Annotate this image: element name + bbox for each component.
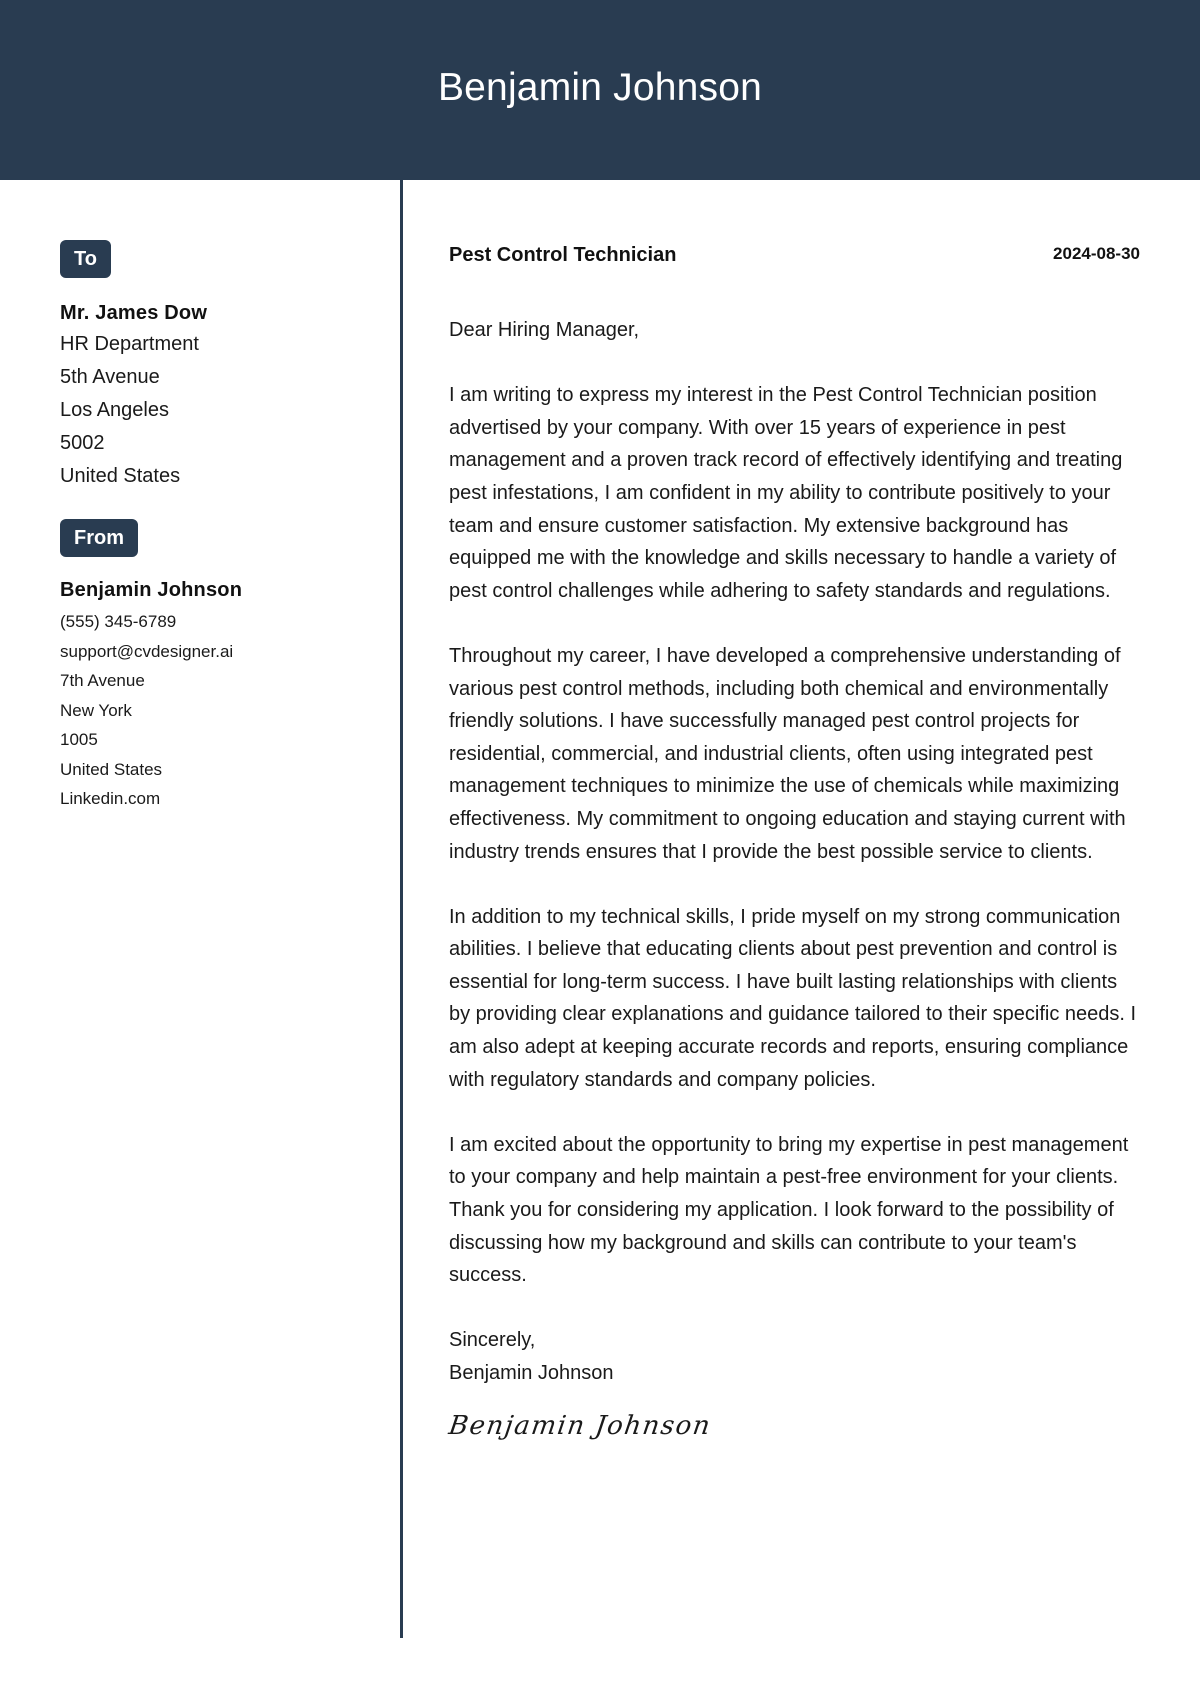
handwritten-signature: Benjamin Johnson — [446, 1410, 714, 1441]
recipient-department: HR Department — [60, 333, 199, 355]
recipient-name: Mr. James Dow — [60, 302, 208, 324]
letter-date: 2024-08-30 — [1053, 244, 1140, 263]
sender-street: 7th Avenue — [60, 671, 145, 690]
recipient-street: 5th Avenue — [60, 366, 160, 388]
header-name: Benjamin Johnson — [437, 66, 763, 109]
sender-email: support@cvdesigner.ai — [60, 641, 234, 661]
sender-phone: (555) 345-6789 — [60, 612, 177, 631]
letter-body — [446, 240, 1140, 1444]
from-badge-wrap — [60, 519, 380, 557]
title-row — [449, 240, 1140, 274]
recipient-country: United States — [60, 465, 181, 487]
paragraph: I am writing to express my interest in the Pest Control Technician position advertised by your company. With over 15 years of experience in pest management and a proven track record of effectively identifying and treating pest infestations, I am confident in my ability to contribute positively to your team and ensure customer satisfaction. My extensive background has equipped me with the knowledge and skills necessary to handle a variety of pest control challenges while adhering to safety standards and regulations. — [449, 384, 1123, 602]
closing-name: Benjamin Johnson — [449, 1362, 614, 1384]
from-badge: From — [60, 519, 138, 557]
sender-country: United States — [60, 759, 163, 779]
to-badge-wrap — [60, 240, 380, 278]
to-badge: To — [60, 240, 111, 278]
sender-name: Benjamin Johnson — [60, 579, 243, 601]
paragraph: In addition to my technical skills, I pride myself on my strong communication abilities. I believe that educating clients about pest prevention and control is essential for long-term success. I have built lasting relationships with clients by providing clear explanations and guidance tailored to their specific needs. I am also adept at keeping accurate records and reports, ensuring compliance with regulatory standards and company policies. — [449, 905, 1137, 1091]
sender-city: New York — [60, 700, 132, 720]
sender-postcode: 1005 — [60, 730, 98, 749]
column-divider — [400, 180, 403, 1638]
closing: Sincerely, — [449, 1329, 536, 1352]
recipient-city: Los Angeles — [60, 399, 169, 421]
sender-block — [60, 577, 380, 814]
recipient-block — [60, 298, 380, 493]
paragraph: I am excited about the opportunity to bring my expertise in pest management to your company and help maintain a pest-free environment for your clients. Thank you for considering my application. I look forward to the possibility of discussing how my background and skills can contribute to your team's success. — [449, 1133, 1129, 1287]
paragraph: Throughout my career, I have developed a comprehensive understanding of various pest control methods, including both chemical and environmentally friendly solutions. I have successfully managed pest control projects for residential, commercial, and industrial clients, often using integrated pest management techniques to minimize the use of chemicals while maximizing effectiveness. My commitment to ongoing education and staying current with industry trends ensures that I provide the best possible service to clients. — [449, 644, 1126, 863]
sender-linkedin: Linkedin.com — [60, 789, 161, 808]
header-banner — [0, 0, 1200, 180]
job-title: Pest Control Technician — [449, 244, 677, 266]
recipient-postcode: 5002 — [60, 432, 105, 454]
sidebar — [60, 240, 380, 814]
letter-text — [446, 314, 1140, 1444]
salutation: Dear Hiring Manager, — [449, 319, 640, 341]
